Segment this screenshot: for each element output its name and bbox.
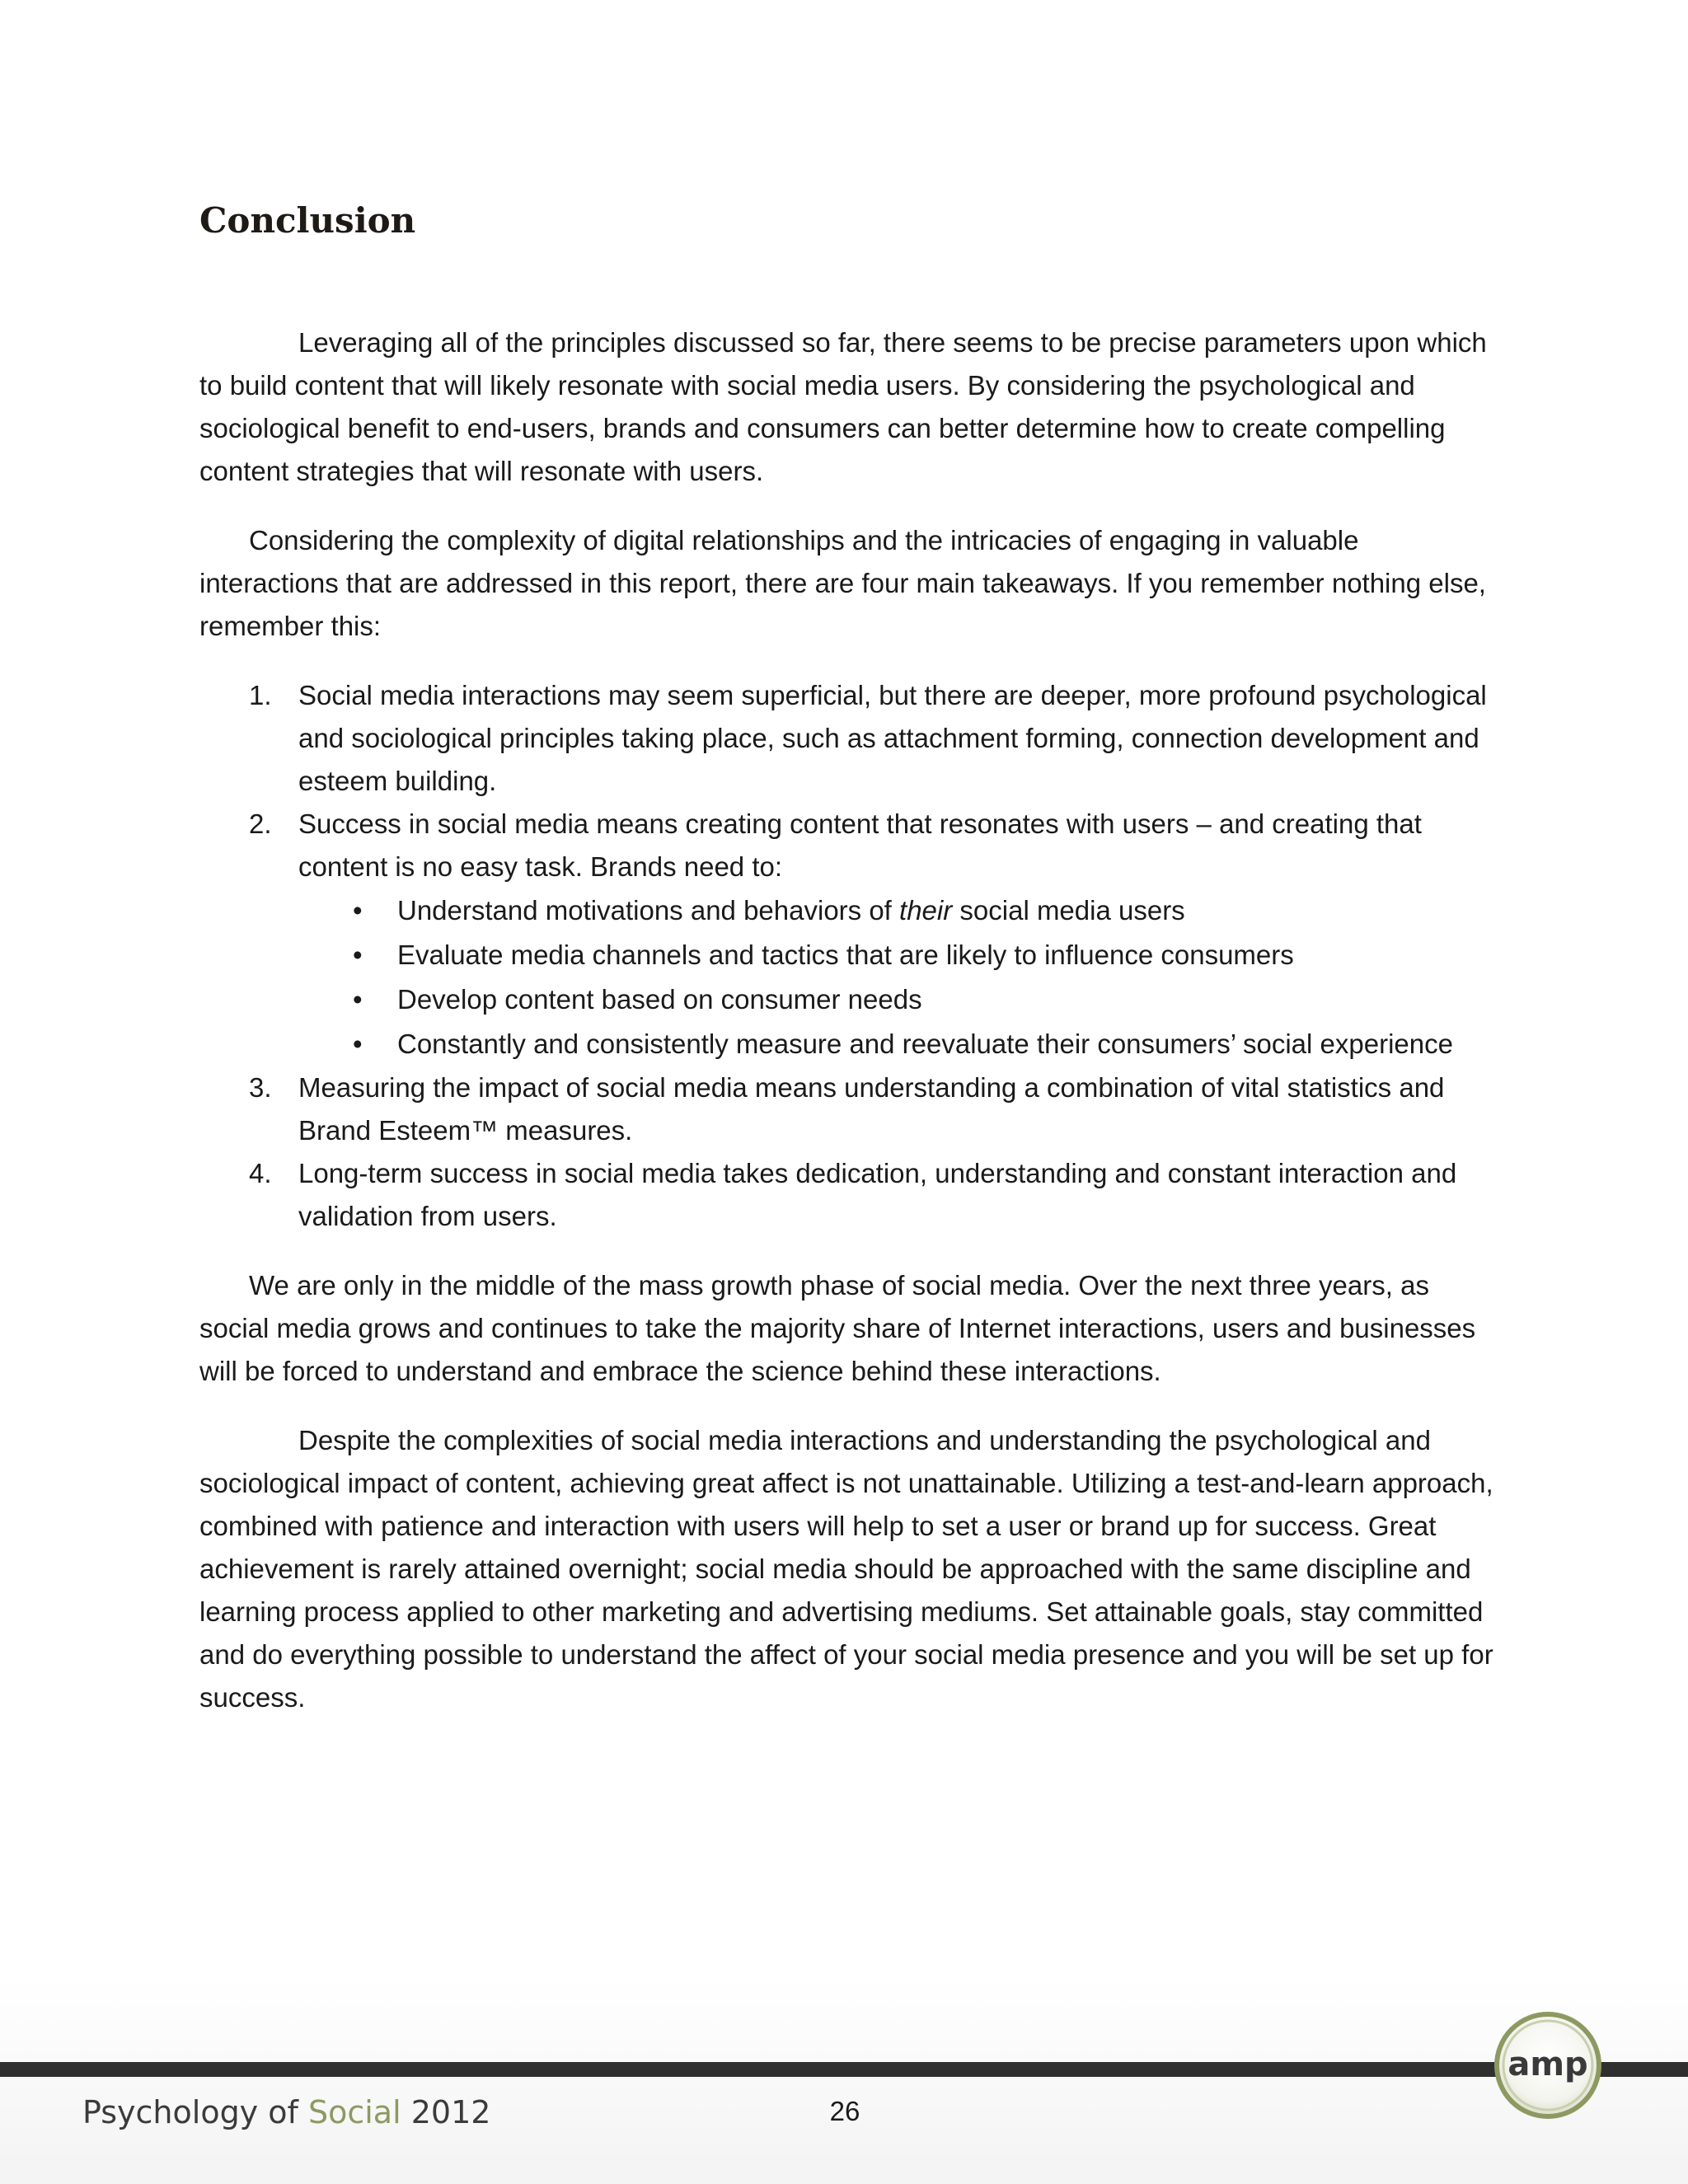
bullet-item bbox=[298, 888, 1502, 933]
bullet-text-before: Understand motivations and behaviors of bbox=[397, 895, 900, 926]
list-item bbox=[199, 674, 1502, 803]
list-number: 3. bbox=[249, 1072, 272, 1103]
paragraph-growth: We are only in the middle of the mass growth phase of social media. Over the next three years, as social media grows and continues to take the majority share of Internet interactions, users and businesses will be forced to understand and embrace the science behind these interactions. bbox=[199, 1270, 1476, 1386]
bullet-icon: • bbox=[353, 940, 363, 970]
bullet-item bbox=[298, 933, 1502, 977]
list-item bbox=[199, 803, 1502, 1066]
footer-title-text: Psychology of bbox=[82, 2094, 308, 2130]
bullet-text: Develop content based on consumer needs bbox=[397, 984, 922, 1015]
list-item bbox=[199, 1152, 1502, 1238]
list-item-text: Success in social media means creating content that resonates with users – and creating that content is no easy task. Brands need to: bbox=[298, 808, 1422, 882]
page-number: 26 bbox=[829, 2096, 860, 2126]
list-number: 1. bbox=[249, 680, 272, 710]
footer-title bbox=[82, 2092, 490, 2133]
bullet-icon: • bbox=[353, 895, 363, 926]
amp-logo-icon bbox=[1490, 2008, 1606, 2123]
body-text bbox=[199, 321, 1502, 1746]
list-number: 4. bbox=[249, 1158, 272, 1188]
brand-needs-list bbox=[298, 888, 1502, 1066]
footer-title-year: 2012 bbox=[401, 2094, 491, 2130]
bullet-text: Evaluate media channels and tactics that are likely to influence consumers bbox=[397, 940, 1294, 970]
emphasis-text: their bbox=[899, 895, 953, 926]
list-number: 2. bbox=[249, 808, 272, 839]
paragraph-intro: Leveraging all of the principles discussed so far, there seems to be precise parameters upon which to build content that will likely resonate with social media users. By considering the psychological and sociological benefit to end-users, brands and consumers can better determine how to create compelling content strategies that will resonate with users. bbox=[199, 327, 1487, 486]
paragraph-closing: Despite the complexities of social media interactions and understanding the psychological and sociological impact of content, achieving great affect is not unattainable. Utilizing a test-and-learn approach, combined with patience and interaction with users will help to set a user or brand up for success. Great achievement is rarely attained overnight; social media should be approached with the same discipline and learning process applied to other marketing and advertising mediums. Set attainable goals, stay committed and do everything possible to understand the affect of your social media presence and you will be set up for success. bbox=[199, 1425, 1493, 1713]
paragraph-takeaways-intro: Considering the complexity of digital relationships and the intricacies of engaging in valuable interactions that are addressed in this report, there are four main takeaways. If you remember nothing else, remember this: bbox=[199, 525, 1486, 641]
bullet-item bbox=[298, 977, 1502, 1022]
list-item-text: Long-term success in social media takes dedication, understanding and constant interaction and validation from users. bbox=[298, 1158, 1457, 1231]
list-item-text: Social media interactions may seem superficial, but there are deeper, more profound psychological and sociological principles taking place, such as attachment forming, connection development and esteem building. bbox=[298, 680, 1487, 796]
bullet-text: Constantly and consistently measure and reevaluate their consumers’ social experience bbox=[397, 1029, 1453, 1059]
bullet-icon: • bbox=[353, 984, 363, 1015]
footer-title-accent: Social bbox=[307, 2094, 401, 2130]
bullet-item bbox=[298, 1022, 1502, 1066]
list-item bbox=[199, 1066, 1502, 1152]
bullet-text-after: social media users bbox=[952, 895, 1185, 926]
takeaways-list bbox=[199, 674, 1502, 1238]
logo-text: amp bbox=[1507, 2046, 1588, 2083]
footer-background bbox=[0, 1978, 1688, 2184]
bullet-icon: • bbox=[353, 1029, 363, 1059]
list-item-text: Measuring the impact of social media means understanding a combination of vital statistics and Brand Esteem™ measures. bbox=[298, 1072, 1445, 1146]
page-title: Conclusion bbox=[199, 200, 416, 241]
footer-rule bbox=[0, 2062, 1688, 2077]
